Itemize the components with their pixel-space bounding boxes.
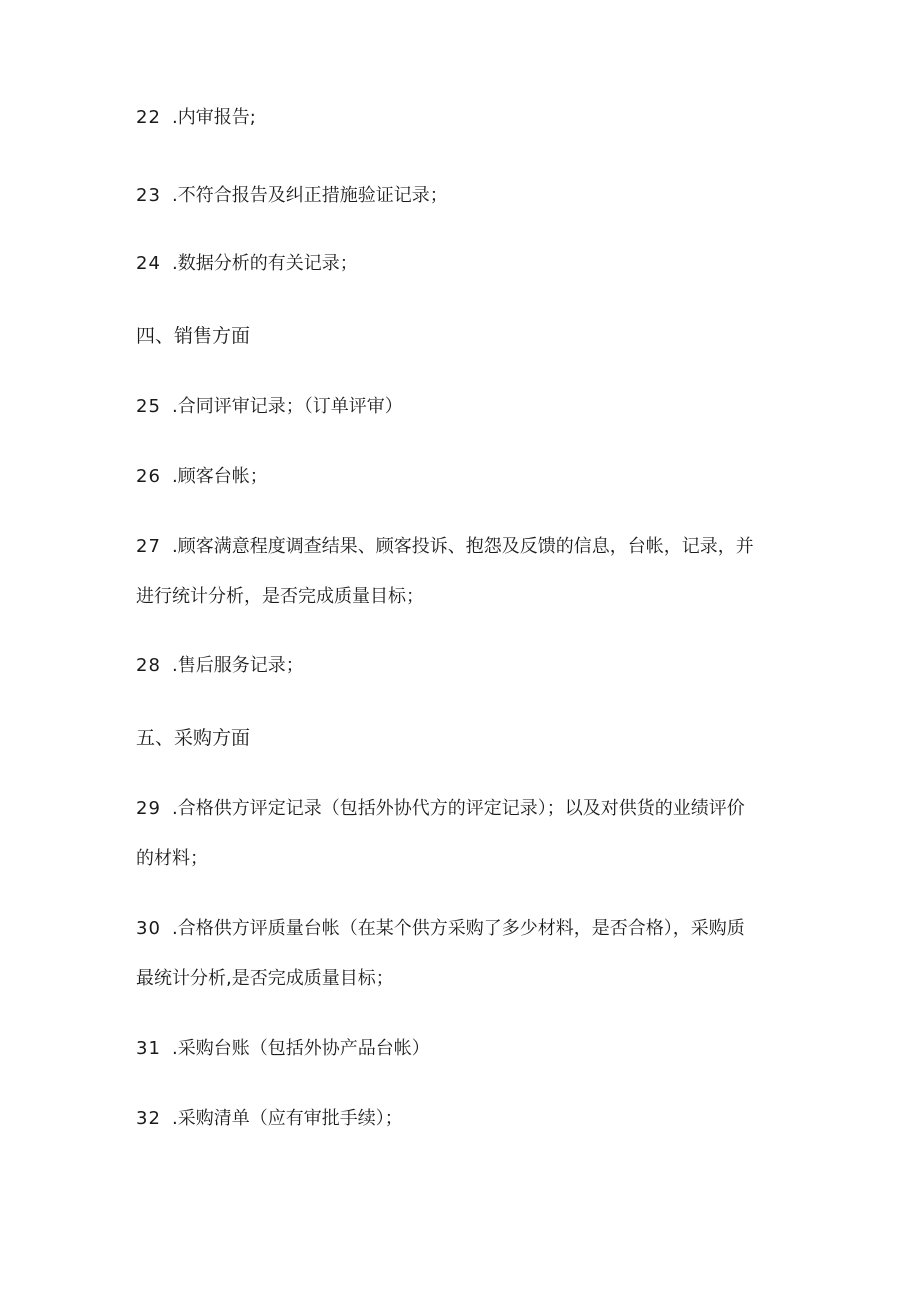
item-number: 30 [136,918,161,939]
item-number: 29 [136,798,161,819]
list-item [136,797,786,821]
item-text: .合格供方评质量台帐（在某个供方采购了多少材料，是否合格），采购质 [172,918,745,939]
item-text: .售后服务记录； [172,655,304,676]
list-item [136,535,786,559]
item-number: 24 [136,253,161,274]
list-item [136,917,786,941]
item-text: .不符合报告及纠正措施验证记录； [172,185,448,206]
item-number: 25 [136,396,161,417]
list-item [136,465,786,489]
item-text: .合格供方评定记录（包括外协代方的评定记录）；以及对供货的业绩评价 [172,798,745,819]
list-item [136,1107,786,1131]
list-item [136,184,786,208]
list-item [136,106,786,130]
item-text: .采购清单（应有审批手续）； [172,1108,403,1129]
item-number: 28 [136,655,161,676]
list-item [136,1037,786,1061]
item-text: .采购台账（包括外协产品台帐） [172,1038,430,1059]
item-number: 27 [136,536,161,557]
item-number: 23 [136,185,161,206]
list-item-continuation: 最统计分析,是否完成质量目标； [136,968,394,989]
item-text: .数据分析的有关记录； [172,253,358,274]
list-item-continuation: 的材料； [136,848,208,869]
list-item [136,654,786,678]
list-item-continuation: 进行统计分析，是否完成质量目标； [136,586,424,607]
item-number: 26 [136,466,161,487]
item-number: 31 [136,1038,161,1059]
list-item [136,252,786,276]
item-text: .合同评审记录；（订单评审） [172,396,403,417]
item-text: .内审报告; [172,107,256,128]
section-heading: 五、采购方面 [136,727,251,749]
item-number: 32 [136,1108,161,1129]
item-text: .顾客满意程度调查结果、顾客投诉、抱怨及反馈的信息，台帐，记录，并 [172,536,754,557]
item-text: .顾客台帐； [172,466,268,487]
item-number: 22 [136,107,161,128]
list-item [136,395,786,419]
section-heading: 四、销售方面 [136,325,251,347]
